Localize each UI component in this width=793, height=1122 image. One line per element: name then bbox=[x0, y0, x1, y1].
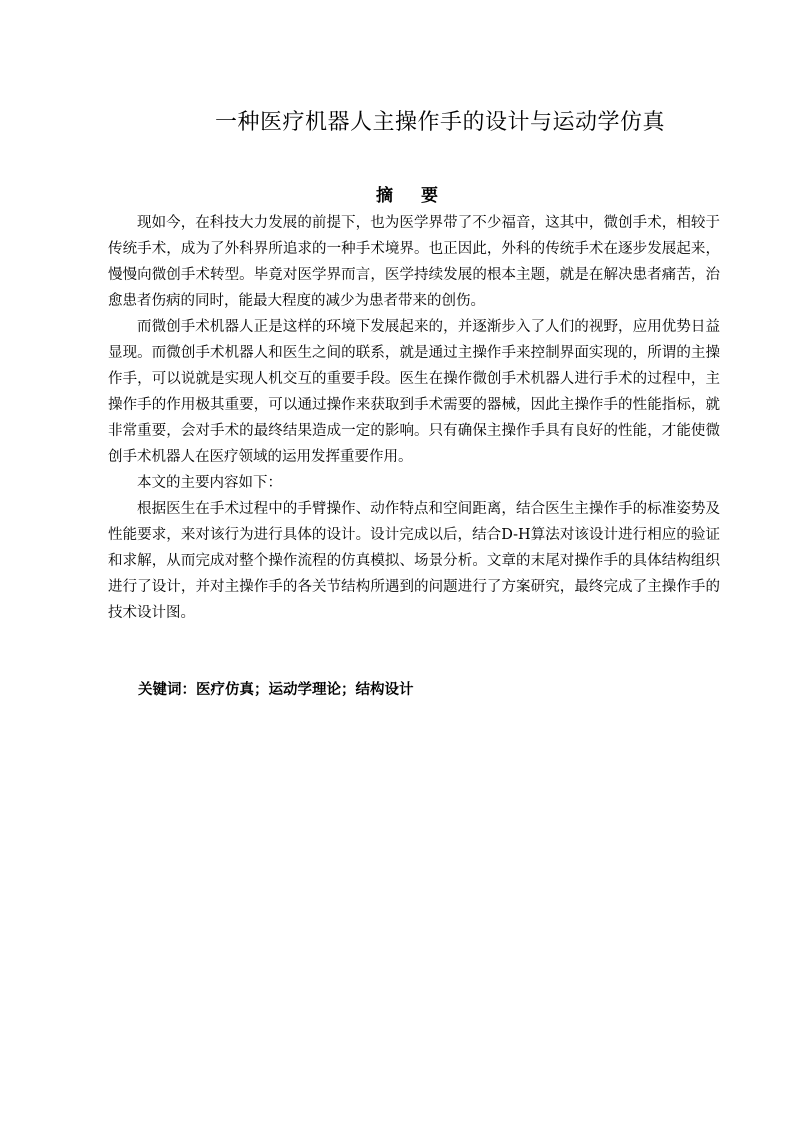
abstract-paragraph: 本文的主要内容如下： bbox=[137, 475, 282, 491]
page-title: 一种医疗机器人主操作手的设计与运动学仿真 bbox=[214, 110, 665, 135]
abstract-paragraph: 根据医生在手术过程中的手臂操作、动作特点和空间距离，结合医生主操作手的标准姿势及性能要求，来对该行为进行具体的设计。设计完成以后，结合D-H算法对该设计进行相应的验证和求解，从而完成对整个操作流程的仿真模拟、场景分析。文章的末尾对操作手的具体结构组织进行了设计，并对主操作手的各关节结构所遇到的问题进行了方案研究，最终完成了主操作手的技术设计图。 bbox=[108, 501, 720, 621]
abstract-heading-char-1: 摘 bbox=[376, 186, 393, 206]
keywords-line: 关键词：医疗仿真；运动学理论；结构设计 bbox=[138, 682, 414, 698]
abstract-body bbox=[108, 210, 720, 626]
abstract-heading-char-2: 要 bbox=[421, 186, 438, 206]
abstract-paragraph: 而微创手术机器人正是这样的环境下发展起来的，并逐渐步入了人们的视野，应用优势日益显现。而微创手术机器人和医生之间的联系，就是通过主操作手来控制界面实现的，所谓的主操作手，可以说就是实现人机交互的重要手段。医生在操作微创手术机器人进行手术的过程中，主操作手的作用极其重要，可以通过操作来获取到手术需要的器械，因此主操作手的性能指标，就非常重要，会对手术的最终结果造成一定的影响。只有确保主操作手具有良好的性能，才能使微创手术机器人在医疗领域的运用发挥重要作用。 bbox=[108, 319, 720, 465]
abstract-paragraph: 现如今，在科技大力发展的前提下，也为医学界带了不少福音，这其中，微创手术，相较于传统手术，成为了外科界所追求的一种手术境界。也正因此，外科的传统手术在逐步发展起来，慢慢向微创手术转型。毕竟对医学界而言，医学持续发展的根本主题，就是在解决患者痛苦，治愈患者伤病的同时，能最大程度的减少为患者带来的创伤。 bbox=[108, 215, 720, 309]
abstract-heading bbox=[376, 182, 456, 210]
